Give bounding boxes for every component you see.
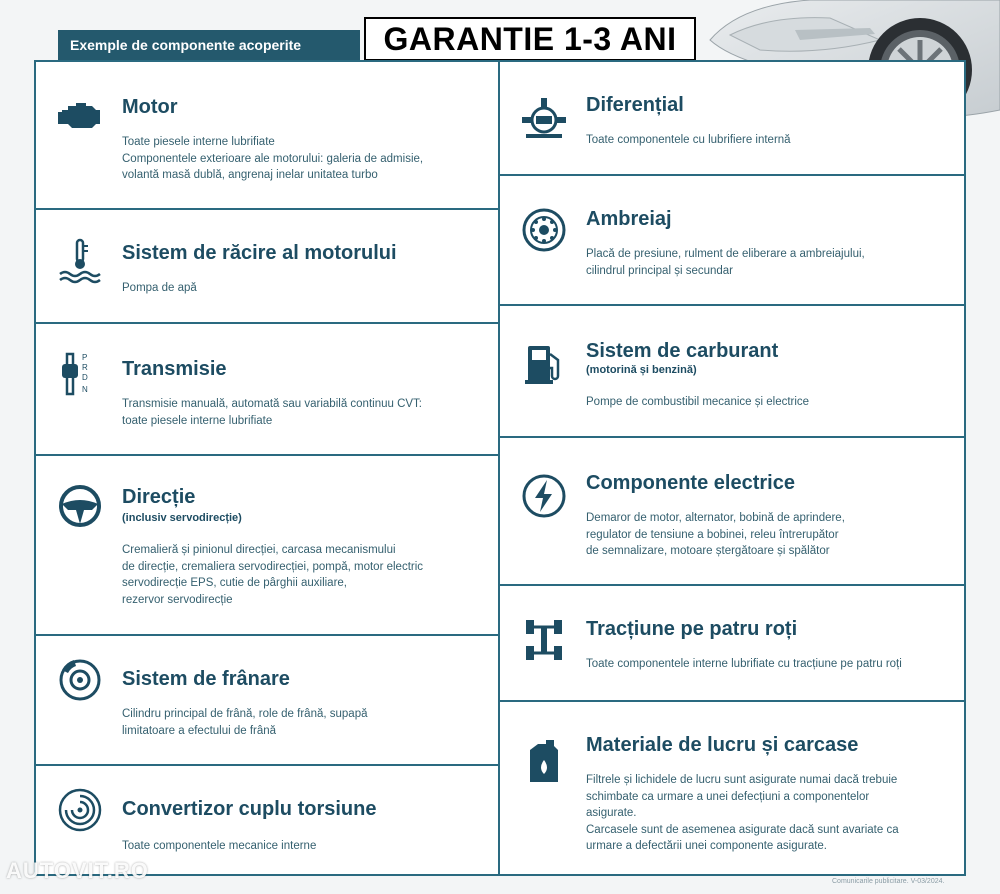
card-description: Toate componentele interne lubrifiate cu tracțiune pe patru roți xyxy=(586,658,902,670)
svg-text:P: P xyxy=(82,353,88,362)
engine-icon xyxy=(56,92,104,140)
fuel-pump-icon xyxy=(520,340,568,388)
clutch-icon xyxy=(520,206,568,254)
card-title: Sistem de frânare xyxy=(122,668,290,690)
electric-bolt-icon xyxy=(520,472,568,520)
card-description: Filtrele și lichidele de lucru sunt asigurate numai dacă trebuie schimbate ca urmare a unei defecțiuni a componentelor asigurate. Carcasele sunt de asemenea asigurate dacă sunt avariate ca urmare a defectării unei componente asigurate. xyxy=(586,774,899,852)
svg-text:D: D xyxy=(82,373,88,382)
coolant-temperature-icon xyxy=(56,236,104,284)
card-title: Ambreiaj xyxy=(586,208,672,230)
card-clutch xyxy=(498,174,966,306)
card-description: Pompa de apă xyxy=(122,282,197,294)
card-brakes xyxy=(34,634,500,766)
card-steering xyxy=(34,454,500,636)
card-electrical xyxy=(498,436,966,586)
card-title: Tracțiune pe patru roți xyxy=(586,618,798,640)
card-title: Sistem de carburant xyxy=(586,340,779,362)
autovit-watermark: AUTOVIT.RO xyxy=(6,858,149,883)
card-description: Pompe de combustibil mecanice și electrice xyxy=(586,396,810,408)
card-cooling xyxy=(34,208,500,324)
card-description: Cremalieră și pinionul direcției, carcasa mecanismului de direcție, cremaliera servodirecției, pompă, motor electric servodirecție EPS, cutie de pârghii auxiliare, rezervor servodirecție xyxy=(122,544,424,606)
card-four-wheel-drive xyxy=(498,584,966,702)
card-title: Diferențial xyxy=(586,94,684,116)
card-description: Toate componentele mecanice interne xyxy=(122,840,317,852)
card-subtitle: (motorină și benzină) xyxy=(586,364,697,376)
card-title: Direcție xyxy=(122,486,196,508)
card-description: Cilindru principal de frână, role de frână, supapă limitatoare a efectului de frână xyxy=(122,708,368,737)
card-description: Toate componentele cu lubrifiere internă xyxy=(586,134,791,146)
card-fluids-housings xyxy=(498,700,966,876)
card-title: Materiale de lucru și carcase xyxy=(586,734,859,756)
oil-canister-icon xyxy=(520,738,568,786)
card-description: Placă de presiune, rulment de eliberare a ambreiajului, cilindrul principal și secundar xyxy=(586,248,865,277)
svg-text:N: N xyxy=(82,385,88,394)
card-title: Sistem de răcire al motorului xyxy=(122,242,397,264)
card-transmission xyxy=(34,322,500,456)
four-wheel-drive-icon xyxy=(520,616,568,664)
card-differential xyxy=(498,60,966,176)
svg-text:R: R xyxy=(82,363,88,372)
warranty-period-badge: GARANTIE 1-3 ANI xyxy=(364,17,696,61)
card-title: Motor xyxy=(122,96,178,118)
card-motor xyxy=(34,60,500,210)
card-description: Transmisie manuală, automată sau variabilă continuu CVT: toate piesele interne lubrifiate xyxy=(122,398,422,427)
card-description: Demaror de motor, alternator, bobină de aprindere, regulator de tensiune a bobinei, releu întrerupător de semnalizare, motoare ștergătoare și spălător xyxy=(586,512,845,557)
covered-components-tab: Exemple de componente acoperite xyxy=(58,30,360,60)
card-title: Componente electrice xyxy=(586,472,795,494)
footnote: Comunicarile publicitare. V-03/2024. xyxy=(832,878,945,885)
brake-disc-icon xyxy=(56,656,104,704)
card-title: Transmisie xyxy=(122,358,227,380)
gear-shifter-icon xyxy=(56,350,104,398)
card-fuel-system xyxy=(498,304,966,438)
torque-converter-icon xyxy=(56,786,104,834)
card-title: Convertizor cuplu torsiune xyxy=(122,798,377,820)
steering-wheel-icon xyxy=(56,482,104,530)
card-subtitle: (inclusiv servodirecție) xyxy=(122,512,242,524)
card-description: Toate piesele interne lubrifiate Componentele exterioare ale motorului: galeria de admisie, volantă masă dublă, angrenaj inelar unitatea turbo xyxy=(122,136,424,181)
differential-icon xyxy=(520,96,568,144)
